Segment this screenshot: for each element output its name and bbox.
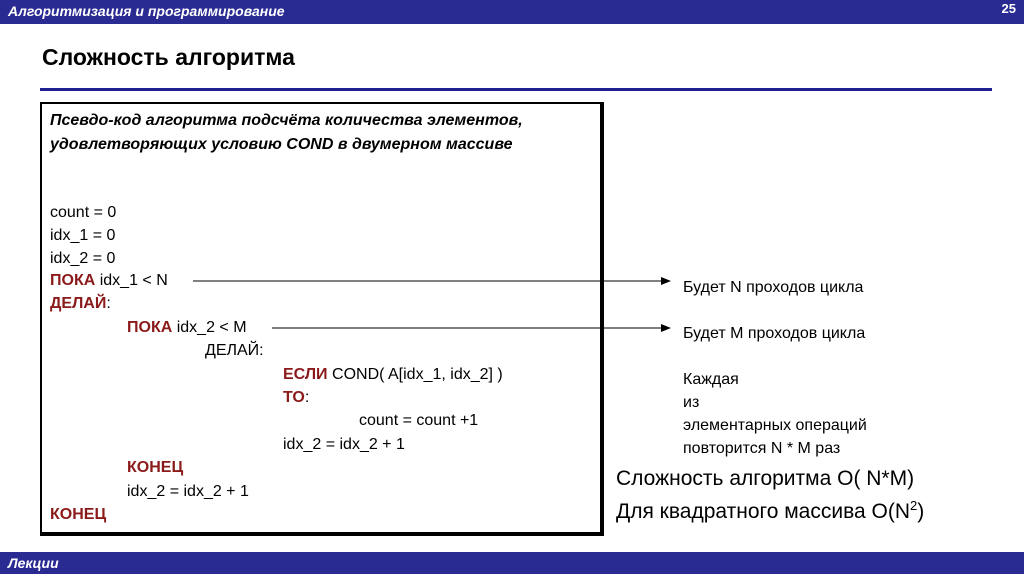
exponent: 2 xyxy=(910,498,918,513)
slide-title: Сложность алгоритма xyxy=(42,44,295,70)
inner-condition: idx_2 < M xyxy=(172,319,247,336)
note-each-line-3: элементарных операций xyxy=(683,417,867,434)
code-line-increment-idx2-inner: idx_2 = idx_2 + 1 xyxy=(283,436,405,453)
keyword-while: ПОКА xyxy=(50,272,96,289)
note-each-line-2: из xyxy=(683,394,700,411)
do-colon: : xyxy=(106,295,111,312)
keyword-end: КОНЕЦ xyxy=(50,506,107,523)
note-outer-loop: Будет N проходов цикла xyxy=(683,279,864,296)
square-array-statement xyxy=(616,500,924,524)
code-line-idx1-init: idx_1 = 0 xyxy=(50,227,116,244)
footer-label: Лекции xyxy=(8,555,59,571)
note-inner-loop: Будет M проходов цикла xyxy=(683,325,866,342)
code-line-count-init: count = 0 xyxy=(50,204,117,221)
code-line-inner-do: ДЕЛАЙ: xyxy=(205,342,264,359)
keyword-end: КОНЕЦ xyxy=(127,459,184,476)
note-each-line-1: Каждая xyxy=(683,371,739,388)
complexity-statement: Сложность алгоритма O( N*M) xyxy=(616,467,915,490)
outer-condition: idx_1 < N xyxy=(95,272,168,289)
square-suffix: ) xyxy=(917,500,925,523)
keyword-do: ДЕЛАЙ xyxy=(50,295,107,312)
square-prefix: Для квадратного массива O(N xyxy=(616,500,910,523)
footer-bar xyxy=(0,552,1024,574)
note-each-line-4: повторится N * M раз xyxy=(683,440,841,457)
code-line-increment-count: count = count +1 xyxy=(359,412,479,429)
keyword-while: ПОКА xyxy=(127,319,173,336)
keyword-then: ТО xyxy=(283,389,305,406)
course-title: Алгоритмизация и программирование xyxy=(8,3,285,19)
then-colon: : xyxy=(304,389,310,406)
keyword-if: ЕСЛИ xyxy=(283,366,328,383)
code-line-increment-idx2-outer: idx_2 = idx_2 + 1 xyxy=(127,483,249,500)
pseudocode-heading: Псевдо-код алгоритма подсчёта количества элементов, удовлетворяющих условию COND в двумерном массиве xyxy=(50,112,523,153)
if-condition: COND( A[idx_1, idx_2] ) xyxy=(327,366,503,383)
slide-number: 25 xyxy=(1001,1,1016,16)
code-line-idx2-init: idx_2 = 0 xyxy=(50,250,116,267)
